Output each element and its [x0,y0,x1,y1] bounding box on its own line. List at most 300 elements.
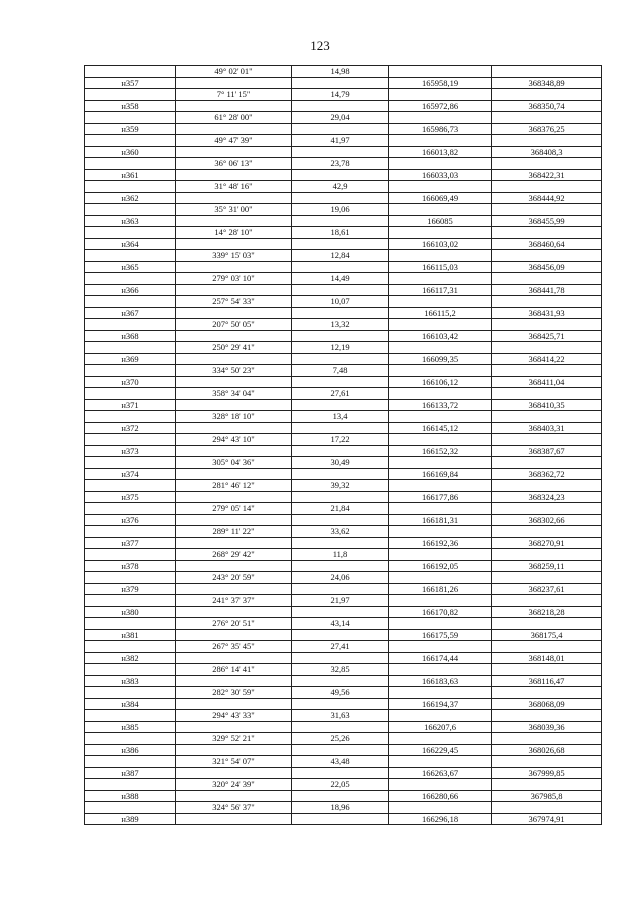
distance-cell: 7,48 [292,365,389,377]
distance-cell: 22,05 [292,779,389,791]
point-row [85,284,602,296]
y-coordinate-cell: 368068,09 [492,698,602,710]
direction-angle-cell: 334° 50' 23" [176,365,292,377]
empty-cell [389,365,492,377]
x-coordinate-cell: 166013,82 [389,146,492,158]
x-coordinate-cell: 166085 [389,215,492,227]
empty-cell [292,744,389,756]
empty-cell [389,434,492,446]
direction-angle-cell: 35° 31' 00" [176,204,292,216]
empty-cell [492,549,602,561]
direction-angle-cell: 49° 02' 01" [176,66,292,78]
empty-cell [85,66,176,78]
y-coordinate-cell: 368218,28 [492,606,602,618]
point-row [85,376,602,388]
segment-row [85,549,602,561]
empty-cell [85,526,176,538]
empty-cell [389,204,492,216]
empty-cell [176,376,292,388]
segment-row [85,388,602,400]
direction-angle-cell: 243° 20' 59" [176,572,292,584]
y-coordinate-cell: 368410,35 [492,399,602,411]
direction-angle-cell: 289° 11' 22" [176,526,292,538]
x-coordinate-cell: 166183,63 [389,675,492,687]
empty-cell [492,595,602,607]
distance-cell: 11,8 [292,549,389,561]
empty-cell [176,399,292,411]
x-coordinate-cell: 166177,86 [389,491,492,503]
empty-cell [389,112,492,124]
y-coordinate-cell: 367985,8 [492,790,602,802]
y-coordinate-cell: 368460,64 [492,238,602,250]
point-name-cell: н363 [85,215,176,227]
x-coordinate-cell: 166229,45 [389,744,492,756]
empty-cell [176,514,292,526]
empty-cell [292,468,389,480]
distance-cell: 33,62 [292,526,389,538]
empty-cell [389,779,492,791]
y-coordinate-cell: 368362,72 [492,468,602,480]
point-name-cell: н387 [85,767,176,779]
point-row [85,422,602,434]
segment-row [85,733,602,745]
empty-cell [492,687,602,699]
empty-cell [292,261,389,273]
empty-cell [292,192,389,204]
empty-cell [176,721,292,733]
empty-cell [85,342,176,354]
empty-cell [389,457,492,469]
point-row [85,169,602,181]
y-coordinate-cell: 367974,91 [492,813,602,825]
empty-cell [389,756,492,768]
segment-row [85,365,602,377]
empty-cell [292,767,389,779]
direction-angle-cell: 279° 03' 10" [176,273,292,285]
empty-cell [85,181,176,193]
x-coordinate-cell: 165972,86 [389,100,492,112]
empty-cell [85,503,176,515]
empty-cell [492,733,602,745]
distance-cell: 24,06 [292,572,389,584]
direction-angle-cell: 7° 11' 15" [176,89,292,101]
empty-cell [85,227,176,239]
empty-cell [85,595,176,607]
empty-cell [292,399,389,411]
y-coordinate-cell: 368376,25 [492,123,602,135]
point-name-cell: н378 [85,560,176,572]
x-coordinate-cell: 166207,6 [389,721,492,733]
x-coordinate-cell: 166181,31 [389,514,492,526]
point-name-cell: н357 [85,77,176,89]
empty-cell [292,813,389,825]
segment-row [85,526,602,538]
empty-cell [492,181,602,193]
distance-cell: 23,78 [292,158,389,170]
empty-cell [292,146,389,158]
empty-cell [389,733,492,745]
empty-cell [85,710,176,722]
segment-row [85,664,602,676]
empty-cell [176,284,292,296]
x-coordinate-cell: 166117,31 [389,284,492,296]
empty-cell [389,549,492,561]
empty-cell [389,250,492,262]
direction-angle-cell: 324° 56' 37" [176,802,292,814]
point-row [85,721,602,733]
empty-cell [85,687,176,699]
distance-cell: 12,84 [292,250,389,262]
y-coordinate-cell: 368175,4 [492,629,602,641]
empty-cell [176,215,292,227]
empty-cell [389,595,492,607]
y-coordinate-cell: 368259,11 [492,560,602,572]
empty-cell [85,618,176,630]
point-row [85,261,602,273]
distance-cell: 43,14 [292,618,389,630]
y-coordinate-cell: 368422,31 [492,169,602,181]
point-name-cell: н372 [85,422,176,434]
x-coordinate-cell: 166296,18 [389,813,492,825]
y-coordinate-cell: 368148,01 [492,652,602,664]
x-coordinate-cell: 166103,02 [389,238,492,250]
point-name-cell: н386 [85,744,176,756]
empty-cell [176,790,292,802]
point-row [85,514,602,526]
y-coordinate-cell: 368455,99 [492,215,602,227]
distance-cell: 14,79 [292,89,389,101]
y-coordinate-cell: 368411,04 [492,376,602,388]
segment-row [85,204,602,216]
empty-cell [292,284,389,296]
segment-row [85,687,602,699]
distance-cell: 31,63 [292,710,389,722]
empty-cell [492,618,602,630]
empty-cell [389,526,492,538]
point-name-cell: н361 [85,169,176,181]
point-row [85,813,602,825]
empty-cell [492,342,602,354]
empty-cell [176,491,292,503]
point-row [85,744,602,756]
direction-angle-cell: 282° 30' 59" [176,687,292,699]
point-row [85,77,602,89]
point-row [85,146,602,158]
distance-cell: 49,56 [292,687,389,699]
point-row [85,330,602,342]
empty-cell [492,89,602,101]
distance-cell: 41,97 [292,135,389,147]
empty-cell [492,434,602,446]
empty-cell [492,664,602,676]
distance-cell: 39,32 [292,480,389,492]
empty-cell [292,353,389,365]
empty-cell [85,457,176,469]
distance-cell: 21,84 [292,503,389,515]
distance-cell: 14,98 [292,66,389,78]
segment-row [85,89,602,101]
y-coordinate-cell: 368270,91 [492,537,602,549]
distance-cell: 27,41 [292,641,389,653]
empty-cell [492,779,602,791]
empty-cell [492,641,602,653]
point-row [85,123,602,135]
x-coordinate-cell: 166181,26 [389,583,492,595]
empty-cell [292,238,389,250]
empty-cell [389,503,492,515]
point-name-cell: н365 [85,261,176,273]
direction-angle-cell: 305° 04' 36" [176,457,292,469]
segment-row [85,342,602,354]
distance-cell: 43,48 [292,756,389,768]
empty-cell [389,89,492,101]
point-name-cell: н370 [85,376,176,388]
direction-angle-cell: 250° 29' 41" [176,342,292,354]
segment-row [85,618,602,630]
x-coordinate-cell: 166174,44 [389,652,492,664]
coordinates-table [84,65,602,825]
empty-cell [492,710,602,722]
distance-cell: 32,85 [292,664,389,676]
empty-cell [176,330,292,342]
point-row [85,468,602,480]
point-name-cell: н371 [85,399,176,411]
empty-cell [85,641,176,653]
x-coordinate-cell: 166106,12 [389,376,492,388]
empty-cell [492,112,602,124]
direction-angle-cell: 61° 28' 00" [176,112,292,124]
empty-cell [292,445,389,457]
empty-cell [85,135,176,147]
empty-cell [492,365,602,377]
empty-cell [492,296,602,308]
empty-cell [292,123,389,135]
point-name-cell: н380 [85,606,176,618]
empty-cell [85,779,176,791]
page-number: 123 [310,38,330,53]
empty-cell [176,583,292,595]
distance-cell: 29,04 [292,112,389,124]
empty-cell [492,480,602,492]
point-name-cell: н389 [85,813,176,825]
empty-cell [176,698,292,710]
empty-cell [389,388,492,400]
direction-angle-cell: 207° 50' 05" [176,319,292,331]
distance-cell: 17,22 [292,434,389,446]
direction-angle-cell: 294° 43' 33" [176,710,292,722]
empty-cell [176,146,292,158]
segment-row [85,802,602,814]
x-coordinate-cell: 166175,59 [389,629,492,641]
empty-cell [176,422,292,434]
point-name-cell: н388 [85,790,176,802]
empty-cell [389,710,492,722]
y-coordinate-cell: 368324,23 [492,491,602,503]
distance-cell: 12,19 [292,342,389,354]
empty-cell [176,238,292,250]
empty-cell [85,549,176,561]
point-name-cell: н358 [85,100,176,112]
distance-cell: 30,49 [292,457,389,469]
empty-cell [85,733,176,745]
segment-row [85,296,602,308]
segment-row [85,641,602,653]
empty-cell [292,583,389,595]
point-name-cell: н383 [85,675,176,687]
empty-cell [176,744,292,756]
empty-cell [292,721,389,733]
y-coordinate-cell: 367999,85 [492,767,602,779]
empty-cell [85,273,176,285]
y-coordinate-cell: 368302,66 [492,514,602,526]
direction-angle-cell: 36° 06' 13" [176,158,292,170]
point-row [85,560,602,572]
point-row [85,583,602,595]
empty-cell [85,664,176,676]
empty-cell [492,802,602,814]
empty-cell [292,675,389,687]
empty-cell [176,652,292,664]
point-row [85,353,602,365]
empty-cell [176,560,292,572]
empty-cell [389,802,492,814]
empty-cell [292,560,389,572]
point-row [85,445,602,457]
distance-cell: 18,61 [292,227,389,239]
empty-cell [176,675,292,687]
point-row [85,606,602,618]
point-row [85,238,602,250]
empty-cell [176,77,292,89]
empty-cell [389,687,492,699]
y-coordinate-cell: 368425,71 [492,330,602,342]
segment-row [85,572,602,584]
empty-cell [176,813,292,825]
x-coordinate-cell: 166194,37 [389,698,492,710]
x-coordinate-cell: 166280,66 [389,790,492,802]
x-coordinate-cell: 166033,03 [389,169,492,181]
empty-cell [492,227,602,239]
point-row [85,307,602,319]
empty-cell [85,411,176,423]
empty-cell [292,330,389,342]
point-row [85,215,602,227]
empty-cell [389,342,492,354]
segment-row [85,158,602,170]
empty-cell [85,480,176,492]
point-name-cell: н362 [85,192,176,204]
distance-cell: 19,06 [292,204,389,216]
distance-cell: 42,9 [292,181,389,193]
empty-cell [389,158,492,170]
direction-angle-cell: 281° 46' 12" [176,480,292,492]
point-name-cell: н373 [85,445,176,457]
point-name-cell: н364 [85,238,176,250]
empty-cell [492,503,602,515]
segment-row [85,66,602,78]
segment-row [85,457,602,469]
point-name-cell: н382 [85,652,176,664]
direction-angle-cell: 31° 48' 16" [176,181,292,193]
empty-cell [85,388,176,400]
empty-cell [292,77,389,89]
segment-row [85,779,602,791]
direction-angle-cell: 49° 47' 39" [176,135,292,147]
empty-cell [492,756,602,768]
empty-cell [85,250,176,262]
empty-cell [292,169,389,181]
empty-cell [176,192,292,204]
point-name-cell: н366 [85,284,176,296]
empty-cell [389,411,492,423]
x-coordinate-cell: 166192,36 [389,537,492,549]
empty-cell [176,307,292,319]
empty-cell [292,698,389,710]
empty-cell [85,319,176,331]
y-coordinate-cell: 368348,89 [492,77,602,89]
empty-cell [389,273,492,285]
point-name-cell: н379 [85,583,176,595]
direction-angle-cell: 241° 37' 37" [176,595,292,607]
empty-cell [176,123,292,135]
segment-row [85,710,602,722]
y-coordinate-cell: 368403,31 [492,422,602,434]
empty-cell [176,353,292,365]
x-coordinate-cell: 166115,2 [389,307,492,319]
segment-row [85,411,602,423]
point-row [85,629,602,641]
point-name-cell: н381 [85,629,176,641]
segment-row [85,434,602,446]
point-row [85,767,602,779]
direction-angle-cell: 257° 54' 33" [176,296,292,308]
empty-cell [492,250,602,262]
y-coordinate-cell: 368414,22 [492,353,602,365]
distance-cell: 18,96 [292,802,389,814]
x-coordinate-cell: 166069,49 [389,192,492,204]
empty-cell [85,756,176,768]
empty-cell [176,767,292,779]
empty-cell [85,802,176,814]
empty-cell [176,261,292,273]
empty-cell [389,618,492,630]
empty-cell [492,411,602,423]
x-coordinate-cell: 165986,73 [389,123,492,135]
segment-row [85,503,602,515]
empty-cell [492,204,602,216]
point-row [85,675,602,687]
point-name-cell: н368 [85,330,176,342]
point-row [85,698,602,710]
empty-cell [492,457,602,469]
point-row [85,192,602,204]
empty-cell [85,572,176,584]
point-name-cell: н367 [85,307,176,319]
empty-cell [389,296,492,308]
y-coordinate-cell: 368408,3 [492,146,602,158]
segment-row [85,595,602,607]
empty-cell [389,319,492,331]
empty-cell [85,204,176,216]
direction-angle-cell: 339° 15' 03" [176,250,292,262]
x-coordinate-cell: 166099,35 [389,353,492,365]
distance-cell: 13,4 [292,411,389,423]
x-coordinate-cell: 165958,19 [389,77,492,89]
y-coordinate-cell: 368237,61 [492,583,602,595]
point-name-cell: н384 [85,698,176,710]
direction-angle-cell: 14° 28' 10" [176,227,292,239]
x-coordinate-cell: 166133,72 [389,399,492,411]
